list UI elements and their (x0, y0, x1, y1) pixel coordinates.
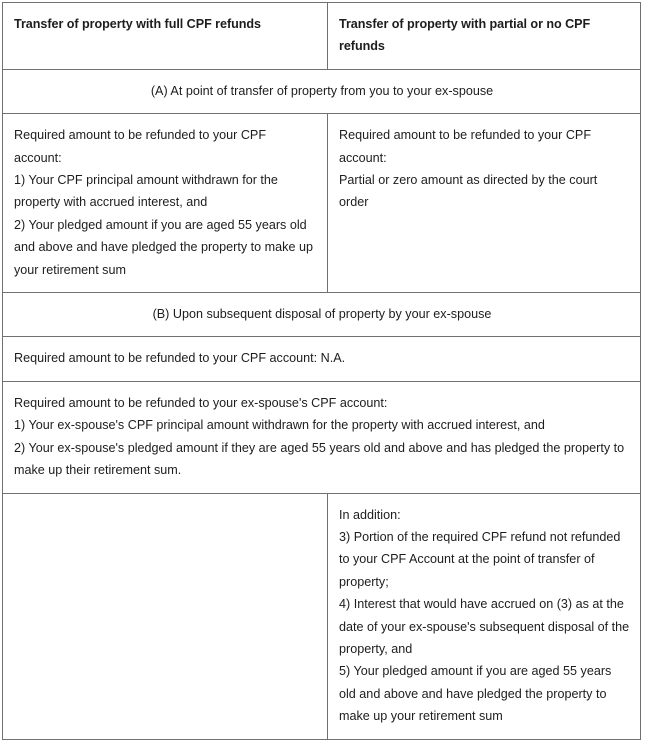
cpf-refund-table (2, 2, 641, 740)
cell-a-partial-item-1: Partial or zero amount as directed by the court order (339, 173, 598, 210)
cell-b-exspouse-refund (3, 381, 641, 493)
cell-b-exspouse-item-1: 1) Your ex-spouse's CPF principal amount withdrawn for the property with accrued interest, and (14, 418, 545, 433)
cell-b-addition-right (328, 493, 641, 739)
column-header-full-refunds: Transfer of property with full CPF refunds (3, 3, 328, 70)
section-b-row (3, 293, 641, 337)
cell-a-full-refunds (3, 114, 328, 293)
table-header-row (3, 3, 641, 70)
cell-b-addition-item-5: 5) Your pledged amount if you are aged 55 years old and above and have pledged the property to make up your retirement sum (339, 664, 612, 724)
cell-b-addition-item-4: 4) Interest that would have accrued on (3) as at the date of your ex-spouse's subsequent disposal of the property, and (339, 597, 630, 656)
cell-a-partial-intro: Required amount to be refunded to your CPF account: (339, 128, 592, 165)
cell-b-own-cpf-na: Required amount to be refunded to your CPF account: N.A. (3, 337, 641, 381)
cell-b-exspouse-item-2: 2) Your ex-spouse's pledged amount if they are aged 55 years old and above and has pledged the property to make up their retirement sum. (14, 440, 625, 478)
cell-b-addition-intro: In addition: (339, 507, 401, 522)
section-header-a: (A) At point of transfer of property from you to your ex-spouse (3, 69, 641, 113)
table-row (3, 114, 641, 293)
table-row (3, 337, 641, 381)
cell-b-addition-item-3: 3) Portion of the required CPF refund not refunded to your CPF Account at the point of transfer of property; (339, 529, 621, 589)
table-row (3, 381, 641, 493)
cell-b-exspouse-intro: Required amount to be refunded to your ex-spouse's CPF account: (14, 395, 388, 410)
cell-a-full-intro: Required amount to be refunded to your CPF account: (14, 128, 267, 165)
cell-a-full-item-2: 2) Your pledged amount if you are aged 55 years old and above and have pledged the property to make up your retirement sum (14, 217, 313, 277)
section-header-b: (B) Upon subsequent disposal of property by your ex-spouse (3, 293, 641, 337)
section-a-row (3, 69, 641, 113)
cell-a-full-item-1: 1) Your CPF principal amount withdrawn for the property with accrued interest, and (14, 173, 278, 210)
table-row (3, 493, 641, 739)
cell-a-partial-refunds (328, 114, 641, 293)
column-header-partial-refunds: Transfer of property with partial or no CPF refunds (328, 3, 641, 70)
cell-b-addition-left-empty (3, 493, 328, 739)
